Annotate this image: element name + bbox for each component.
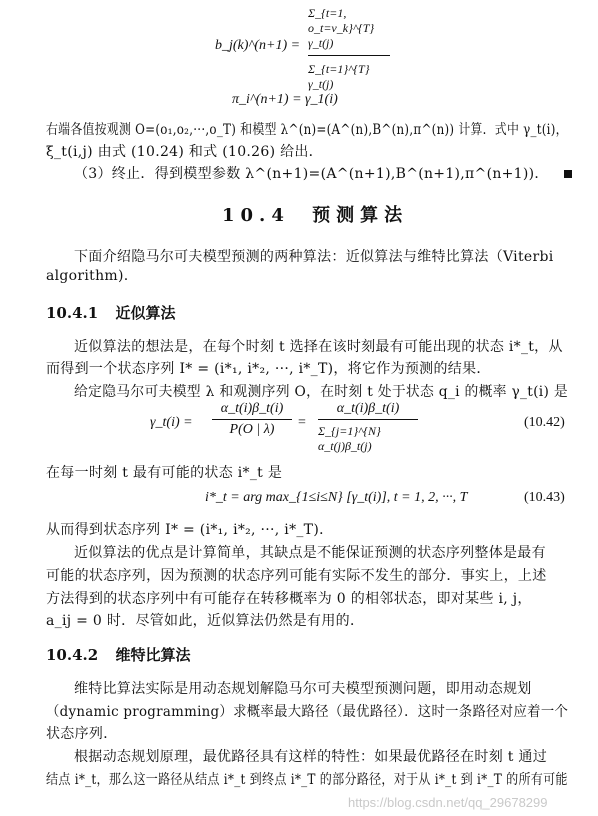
eq-10-42-lhs: γ_t(i) = bbox=[150, 415, 193, 430]
equation-number: (10.42) bbox=[524, 415, 565, 430]
eq-10-43: i*_t = arg max_{1≤i≤N} [γ_t(i)], t = 1, 2, ···, T bbox=[205, 490, 468, 505]
subsection-title: 维特比算法 bbox=[115, 646, 191, 664]
paragraph-line: ξ_t(i,j) 由式 (10.24) 和式 (10.26) 给出． bbox=[46, 144, 323, 160]
paragraph-line: 在每一时刻 t 最有可能的状态 i*_t 是 bbox=[46, 465, 283, 481]
eq-10-42-fraction-2 bbox=[318, 401, 418, 454]
subsection-number: 10.4.2 bbox=[46, 646, 99, 664]
section-title: 预测算法 bbox=[312, 205, 409, 226]
paragraph-line: 右端各值按观测 O=(o₁,o₂,···,o_T) 和模型 λ^(n)=(A^(n),B^(n),π^(n)) 计算．式中 γ_t(i)， bbox=[46, 122, 568, 138]
paragraph-line: 状态序列． bbox=[46, 726, 118, 742]
paragraph-line: a_ij = 0 时．尽管如此，近似算法仍然是有用的． bbox=[46, 613, 365, 629]
b-equation-numerator: Σ_{t=1, o_t=v_k}^{T} γ_t(j) bbox=[308, 6, 375, 50]
subsection-title: 近似算法 bbox=[115, 304, 176, 322]
qed-square-icon bbox=[564, 170, 572, 178]
eq-10-42-fraction-1 bbox=[212, 401, 292, 438]
paragraph-line: 近似算法的优点是计算简单，其缺点是不能保证预测的状态序列整体是最有 bbox=[74, 545, 546, 561]
intro-line: 下面介绍隐马尔可夫模型预测的两种算法：近似算法与维特比算法（Viterbi bbox=[74, 249, 554, 265]
intro-line: algorithm). bbox=[46, 268, 129, 284]
pi-equation: π_i^(n+1) = γ_1(i) bbox=[232, 92, 338, 107]
subsection-heading bbox=[46, 644, 190, 665]
paragraph-line: （dynamic programming）求概率最大路径（最优路径）．这时一条路径对应着一个 bbox=[46, 704, 569, 720]
b-equation-lhs: b_j(k)^(n+1) = bbox=[215, 38, 301, 53]
paragraph-line: （3）终止．得到模型参数 λ^(n+1)=(A^(n+1),B^(n+1),π^(n+1))． bbox=[74, 166, 549, 182]
eq-equals: = bbox=[298, 415, 306, 430]
watermark: https://blog.csdn.net/qq_29678299 bbox=[348, 795, 548, 810]
eq-denominator: P(O | λ) bbox=[229, 422, 275, 437]
subsection-heading bbox=[46, 302, 175, 323]
eq-denominator: Σ_{j=1}^{N} α_t(j)β_t(j) bbox=[318, 424, 381, 453]
eq-numerator: α_t(i)β_t(i) bbox=[220, 401, 284, 416]
eq-numerator: α_t(i)β_t(i) bbox=[336, 401, 400, 416]
section-number: 10.4 bbox=[222, 205, 290, 226]
b-equation-fraction bbox=[308, 6, 390, 92]
paragraph-line: 而得到一个状态序列 I* = (i*₁, i*₂, ···, i*_T)，将它作为预测的结果． bbox=[46, 361, 491, 377]
paragraph-line: 从而得到状态序列 I* = (i*₁, i*₂, ···, i*_T)． bbox=[46, 522, 334, 538]
paragraph-line: 根据动态规划原理，最优路径具有这样的特性：如果最优路径在时刻 t 通过 bbox=[74, 749, 548, 765]
paragraph-line: 维特比算法实际是用动态规划解隐马尔可夫模型预测问题，即用动态规划 bbox=[74, 681, 532, 697]
paragraph-line: 可能的状态序列，因为预测的状态序列可能有实际不发生的部分．事实上，上述 bbox=[46, 568, 547, 584]
subsection-number: 10.4.1 bbox=[46, 304, 99, 322]
b-equation-denominator: Σ_{t=1}^{T} γ_t(j) bbox=[308, 62, 370, 91]
paragraph-line: 给定隐马尔可夫模型 λ 和观测序列 O，在时刻 t 处于状态 q_i 的概率 γ_t(i) 是 bbox=[74, 384, 568, 400]
section-heading bbox=[222, 201, 408, 227]
equation-number: (10.43) bbox=[524, 490, 565, 505]
paragraph-line: 方法得到的状态序列中有可能存在转移概率为 0 的相邻状态，即对某些 i, j， bbox=[46, 591, 532, 607]
paragraph-line: 结点 i*_t，那么这一路径从结点 i*_t 到终点 i*_T 的部分路径，对于从 i*_t 到 i*_T 的所有可能 bbox=[46, 772, 568, 788]
paragraph-line: 近似算法的想法是，在每个时刻 t 选择在该时刻最有可能出现的状态 i*_t，从 bbox=[74, 339, 563, 355]
